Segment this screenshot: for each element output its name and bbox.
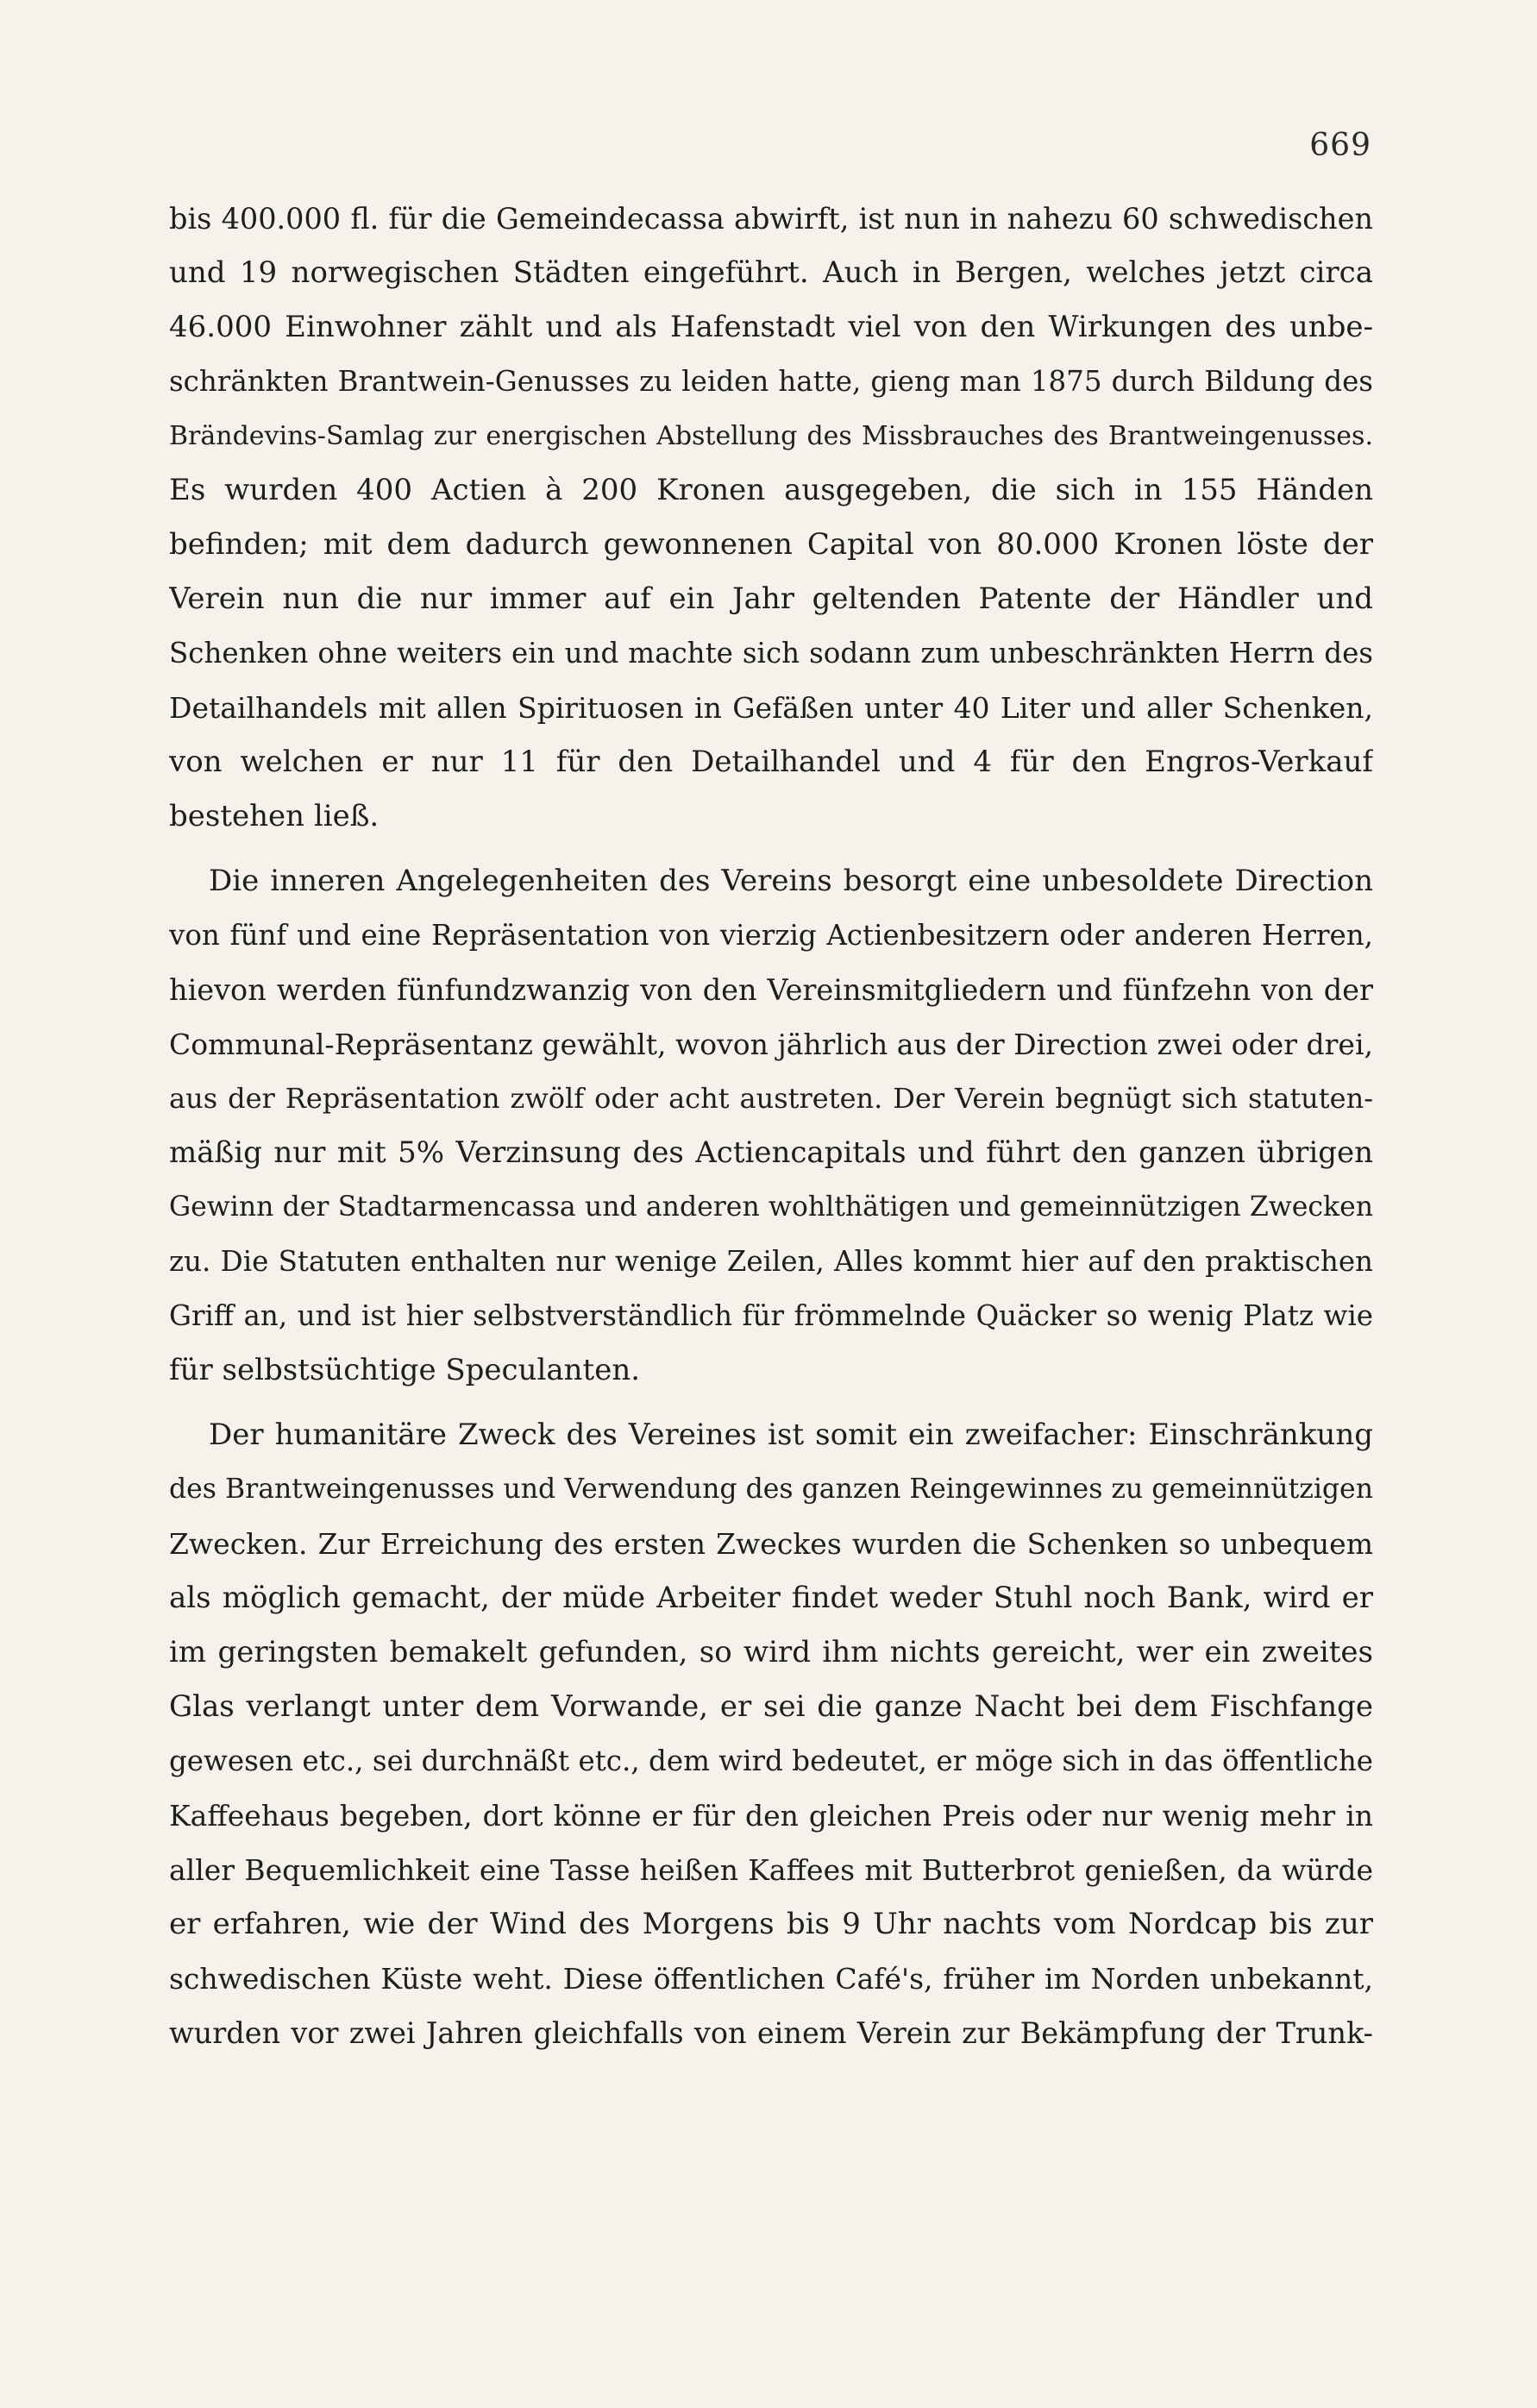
text-line: hievon werden fünfundzwanzig von den Vereinsmitgliedern und fünfzehn von der — [169, 973, 1373, 1007]
text-line: Es wurden 400 Actien à 200 Kronen ausgegeben, die sich in 155 Händen — [169, 473, 1373, 507]
text-line: und 19 norwegischen Städten eingeführt. Auch in Bergen, welches jetzt circa — [169, 255, 1373, 290]
text-line: von welchen er nur 11 für den Detailhandel und 4 für den Engros-Verkauf — [169, 745, 1373, 779]
body-text — [169, 192, 1373, 2071]
text-line: Verein nun die nur immer auf ein Jahr geltenden Patente der Händler und — [169, 582, 1373, 616]
text-line: Communal-Repräsentanz gewählt, wovon jährlich aus der Direction zwei oder drei, — [169, 1028, 1373, 1061]
text-line: im geringsten bemakelt gefunden, so wird ihm nichts gereicht, wer ein zweites — [169, 1635, 1373, 1669]
text-line: schwedischen Küste weht. Diese öffentlichen Café's, früher im Norden unbekannt, — [169, 1962, 1373, 1996]
text-line: zu. Die Statuten enthalten nur wenige Zeilen, Alles kommt hier auf den praktischen — [169, 1245, 1373, 1278]
text-line: 46.000 Einwohner zählt und als Hafenstadt viel von den Wirkungen des unbe- — [169, 310, 1373, 344]
text-line: er erfahren, wie der Wind des Morgens bis 9 Uhr nachts vom Nordcap bis zur — [169, 1907, 1373, 1941]
text-line: aus der Repräsentation zwölf oder acht austreten. Der Verein begnügt sich statuten- — [169, 1082, 1373, 1115]
text-line: von fünf und eine Repräsentation von vierzig Actienbesitzern oder anderen Herren, — [169, 919, 1373, 952]
text-line: bestehen ließ. — [169, 799, 380, 833]
text-line: mäßig nur mit 5% Verzinsung des Actiencapitals und führt den ganzen übrigen — [169, 1135, 1373, 1170]
text-line: befinden; mit dem dadurch gewonnenen Capital von 80.000 Kronen löste der — [169, 527, 1373, 562]
paragraph — [169, 854, 1373, 1398]
text-line: für selbstsüchtige Speculanten. — [169, 1353, 641, 1387]
text-line: Detailhandels mit allen Spirituosen in Gefäßen unter 40 Liter und aller Schenken, — [169, 691, 1373, 725]
text-line: Glas verlangt unter dem Vorwande, er sei die ganze Nacht bei dem Fischfange — [169, 1689, 1373, 1724]
text-line: Kaffeehaus begeben, dort könne er für den gleichen Preis oder nur wenig mehr in — [169, 1799, 1373, 1833]
text-line: Schenken ohne weiters ein und machte sich sodann zum unbeschränkten Herrn des — [169, 637, 1373, 670]
text-line: Griff an, und ist hier selbstverständlich für frömmelnde Quäcker so wenig Platz wie — [169, 1299, 1373, 1332]
text-line: aller Bequemlichkeit eine Tasse heißen Kaffees mit Butterbrot genießen, da würde — [169, 1853, 1373, 1887]
text-line: des Brantweingenusses und Verwendung des ganzen Reingewinnes zu gemeinnützigen — [169, 1474, 1373, 1505]
text-line: Brändevins-Samlag zur energischen Abstellung des Missbrauches des Brantweingenusses. — [169, 421, 1373, 451]
page-number: 669 — [1309, 128, 1371, 163]
text-line: Der humanitäre Zweck des Vereines ist somit ein zweifacher: Einschränkung — [209, 1418, 1373, 1452]
text-line: wurden vor zwei Jahren gleichfalls von einem Verein zur Bekämpfung der Trunk- — [169, 2016, 1373, 2050]
paragraph — [169, 1408, 1373, 2060]
text-line: schränkten Brantwein-Genusses zu leiden hatte, gieng man 1875 durch Bildung des — [169, 365, 1373, 398]
text-line: Zwecken. Zur Erreichung des ersten Zweckes wurden die Schenken so unbequem — [169, 1527, 1373, 1561]
text-line: bis 400.000 fl. für die Gemeindecassa abwirft, ist nun in nahezu 60 schwedischen — [169, 202, 1373, 236]
paragraph — [169, 192, 1373, 844]
text-line: gewesen etc., sei durchnäßt etc., dem wird bedeutet, er möge sich in das öffentliche — [169, 1745, 1373, 1777]
text-line: als möglich gemacht, der müde Arbeiter findet weder Stuhl noch Bank, wird er — [169, 1581, 1373, 1615]
text-line: Gewinn der Stadtarmencassa und anderen wohlthätigen und gemeinnützigen Zwecken — [169, 1191, 1373, 1223]
text-line: Die inneren Angelegenheiten des Vereins besorgt eine unbesoldete Direction — [209, 864, 1373, 898]
